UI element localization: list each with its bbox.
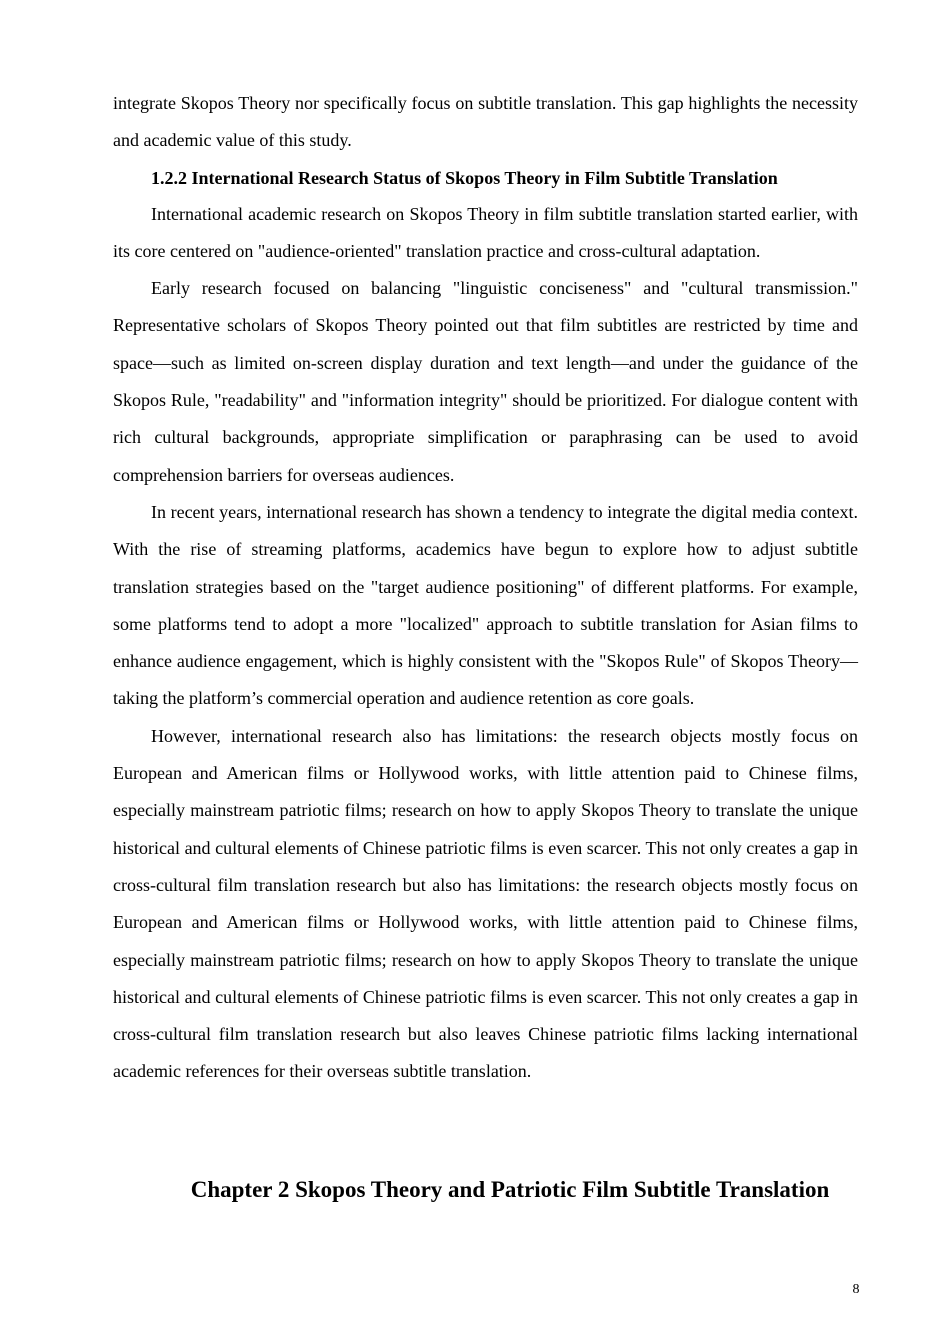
document-body	[113, 85, 858, 1091]
paragraph-intro: International academic research on Skopos Theory in film subtitle translation started earlier, with its core centered on "audience-oriented" translation practice and cross-cultural adaptation.	[113, 203, 858, 261]
paragraph-early-research: Early research focused on balancing "linguistic conciseness" and "cultural transmission." Representative scholars of Skopos Theory pointed out that film subtitles are restricted by time and space—such as limited on-screen display duration and text length—and under the guidance of the Skopos Rule, "readability" and "information integrity" should be prioritized. For dialogue content with rich cultural backgrounds, appropriate simplification or paraphrasing can be used to avoid comprehension barriers for overseas audiences.	[113, 278, 858, 485]
paragraph-recent-research: In recent years, international research has shown a tendency to integrate the digital media context. With the rise of streaming platforms, academics have begun to explore how to adjust subtitle translation strategies based on the "target audience positioning" of different platforms. For example, some platforms tend to adopt a more "localized" approach to subtitle translation for Asian films to enhance audience engagement, which is highly consistent with the "Skopos Rule" of Skopos Theory—taking the platform’s commercial operation and audience retention as core goals.	[113, 501, 858, 709]
paragraph-limitations: However, international research also has limitations: the research objects mostly focus on European and American films or Hollywood works, with little attention paid to Chinese films, especially mainstream patriotic films; research on how to apply Skopos Theory to translate the unique historical and cultural elements of Chinese patriotic films is even scarcer. This not only creates a gap in cross-cultural film translation research but also has limitations: the research objects mostly focus on European and American films or Hollywood works, with little attention paid to Chinese films, especially mainstream patriotic films; research on how to apply Skopos Theory to translate the unique historical and cultural elements of Chinese patriotic films is even scarcer. This not only creates a gap in cross-cultural film translation research but also leaves Chinese patriotic films lacking international academic references for their overseas subtitle translation.	[113, 725, 858, 1082]
chapter-title: Chapter 2 Skopos Theory and Patriotic Film Subtitle Translation	[190, 1177, 830, 1202]
paragraph-continuation: integrate Skopos Theory nor specifically focus on subtitle translation. This gap highlights the necessity and academic value of this study.	[113, 93, 858, 151]
page-number: 8	[852, 1282, 860, 1297]
section-heading: 1.2.2 International Research Status of Skopos Theory in Film Subtitle Translation	[151, 167, 778, 188]
